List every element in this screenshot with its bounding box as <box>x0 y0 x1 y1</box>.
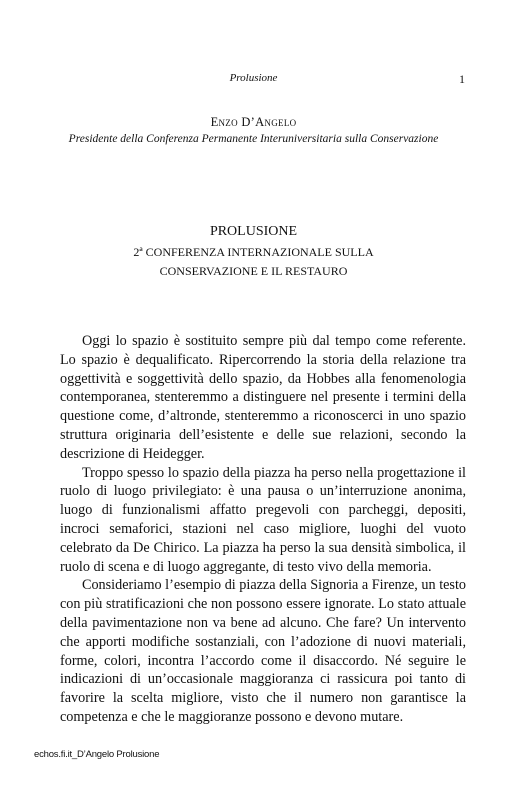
document-subtitle <box>0 243 507 281</box>
subtitle-line-1: 2ª CONFERENZA INTERNAZIONALE SULLA <box>133 245 374 259</box>
footer-source: echos.fi.it_D’Angelo Prolusione <box>34 749 160 760</box>
author-name: Enzo D’Angelo <box>210 115 297 129</box>
document-title: PROLUSIONE <box>209 224 298 239</box>
author-affiliation: Presidente della Conferenza Permanente Interuniversitaria sulla Conservazione <box>68 133 439 145</box>
body-text <box>60 332 466 727</box>
page-number: 1 <box>459 72 465 86</box>
paragraph-1: Oggi lo spazio è sostituito sempre più dal tempo come referente. Lo spazio è dequalificato. Ripercorrendo la storia della relazione tra oggettività e soggettività dello spazio, da Hobbes alla fenomenologia contemporanea, stenteremmo a distinguere nel presente i termini della questione come, d’altronde, stenteremmo a riconoscerci in uno spazio struttura originaria dell’esistente e delle sue relazioni, secondo la descrizione di Heidegger. <box>60 333 466 462</box>
subtitle-line-2: CONSERVAZIONE E IL RESTAURO <box>159 264 348 278</box>
paragraph-3: Consideriamo l’esempio di piazza della Signoria a Firenze, un testo con più stratificazioni che non possono essere ignorate. Lo stato attuale della pavimentazione non va bene ad alcuno. Che fare? Un intervento che apporti modifiche sostanziali, con l’adozione di nuovi materiali, forme, colori, incontra l’accordo come il disaccordo. Né seguire le indicazioni di un’occasionale maggioranza ci rassicura poi tanto di favorire la scelta migliore, visto che il numero non garantisce la competenza e che le maggioranze possono e devono mutare. <box>60 577 466 725</box>
running-head: Prolusione <box>229 72 278 84</box>
paragraph-2: Troppo spesso lo spazio della piazza ha perso nella progettazione il ruolo di luogo privilegiato: è una pausa o un’interruzione anonima, luogo di funzionalismi affatto pregevoli con parcheggi, depositi, incroci semaforici, stazioni nel caso migliore, luoghi del vuoto celebrato da De Chirico. La piazza ha perso la sua densità simbolica, il ruolo di scena e di luogo aggregante, di testo vivo della memoria. <box>60 464 466 575</box>
